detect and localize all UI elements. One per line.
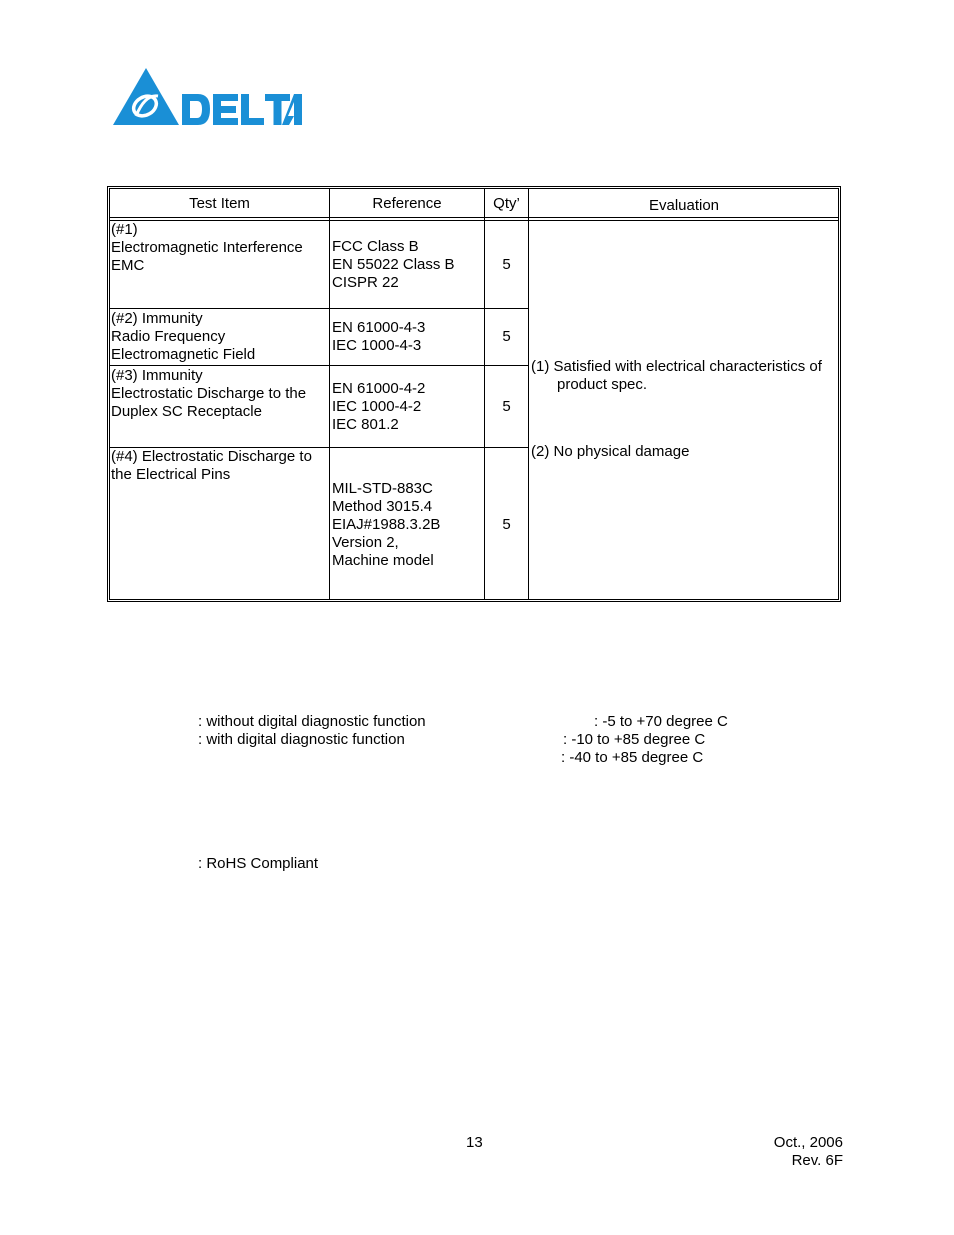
temp-range-2: : -10 to +85 degree C <box>563 731 706 748</box>
row1-qty: 5 <box>502 256 511 273</box>
row4-qty: 5 <box>502 516 511 533</box>
footer-revision: Rev. 6F <box>791 1152 843 1169</box>
page-number: 13 <box>466 1134 483 1151</box>
temp-range-3: : -40 to +85 degree C <box>561 749 704 766</box>
evaluation-line2: (2) No physical damage <box>531 443 690 460</box>
row2-qty: 5 <box>502 328 511 345</box>
row1-test-item: (#1) Electromagnetic Interference EMC <box>111 221 303 274</box>
row-divider <box>110 365 529 366</box>
footer-date: Oct., 2006 <box>773 1134 843 1151</box>
row4-reference: MIL-STD-883C Method 3015.4 EIAJ#1988.3.2B Version 2, Machine model <box>332 480 441 569</box>
rohs-compliance: : RoHS Compliant <box>198 855 319 872</box>
row2-test-item: (#2) Immunity Radio Frequency Electromagnetic Field <box>111 310 256 363</box>
row1-reference: FCC Class B EN 55022 Class B CISPR 22 <box>332 238 455 291</box>
row2-reference: EN 61000-4-3 IEC 1000-4-3 <box>332 319 426 354</box>
column-divider <box>329 189 330 599</box>
header-reference: Reference <box>372 195 442 212</box>
column-divider <box>528 189 529 599</box>
header-qty: Qty’ <box>493 195 520 212</box>
row3-qty: 5 <box>502 398 511 415</box>
temp-without-diagnostic: : without digital diagnostic function <box>198 713 426 730</box>
evaluation-line1: (1) Satisfied with electrical characteristics of <box>531 358 822 375</box>
header-divider <box>110 217 838 218</box>
column-divider <box>484 189 485 599</box>
evaluation-line1-cont: product spec. <box>557 376 648 393</box>
temp-range-1: : -5 to +70 degree C <box>594 713 728 730</box>
delta-triangle-logo-icon <box>113 68 179 125</box>
delta-logo <box>112 66 307 128</box>
delta-wordmark <box>182 94 302 125</box>
header-test-item: Test Item <box>189 195 250 212</box>
row-divider <box>110 308 529 309</box>
test-specification-table <box>107 186 841 602</box>
row3-reference: EN 61000-4-2 IEC 1000-4-2 IEC 801.2 <box>332 380 426 433</box>
row4-test-item: (#4) Electrostatic Discharge to the Electrical Pins <box>111 448 312 483</box>
temp-with-diagnostic: : with digital diagnostic function <box>198 731 405 748</box>
row3-test-item: (#3) Immunity Electrostatic Discharge to the Duplex SC Receptacle <box>111 367 307 420</box>
header-evaluation: Evaluation <box>648 197 720 214</box>
